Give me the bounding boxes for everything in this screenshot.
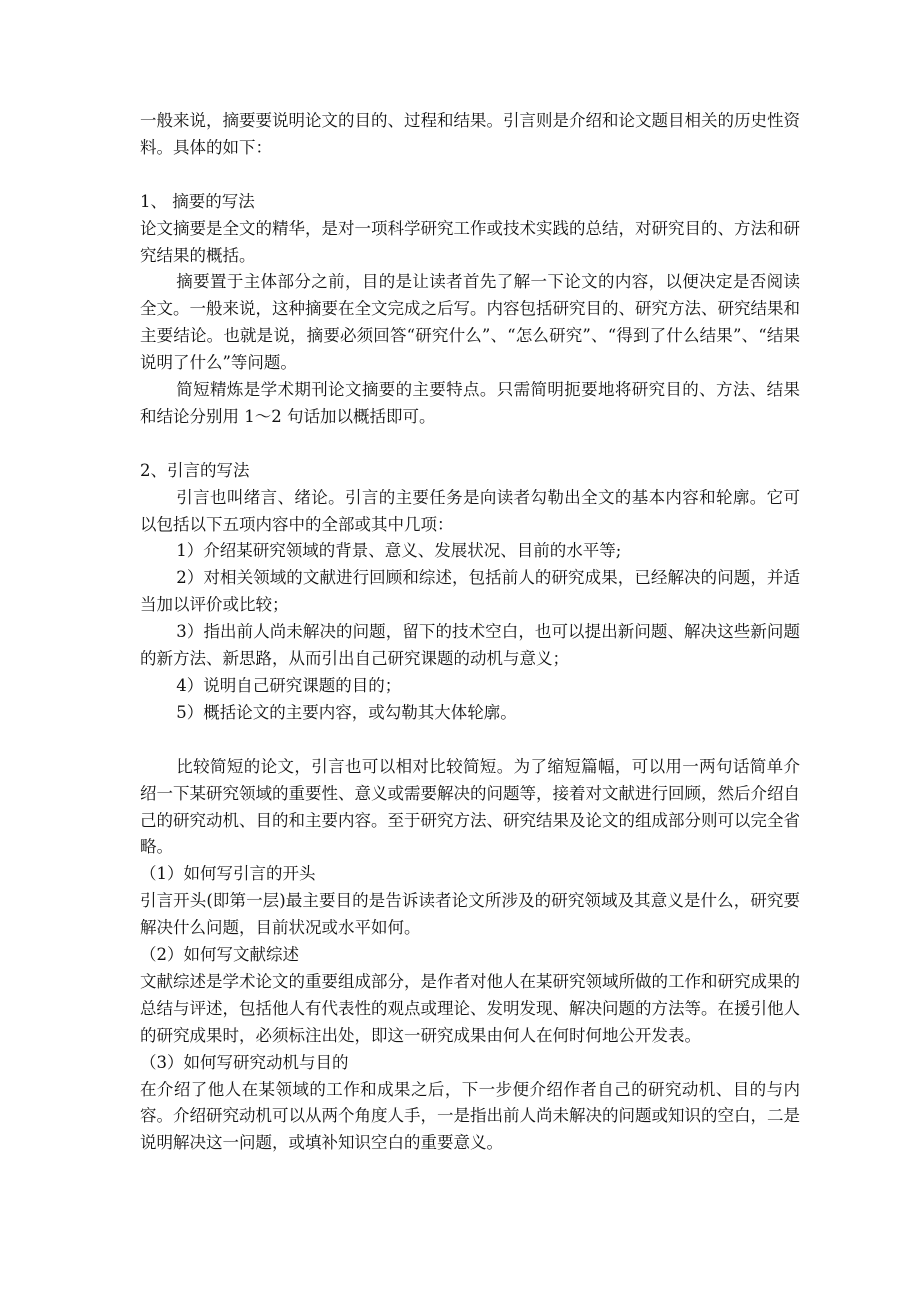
list-item: 1）介绍某研究领域的背景、意义、发展状况、目前的水平等; (176, 541, 622, 561)
abstract-definition: 论文摘要是全文的精华，是对一项科学研究工作或技术实践的总结，对研究目的、方法和研究结果的概括。 (140, 218, 800, 265)
subsection-1-body: 引言开头(即第一层)最主要目的是告诉读者论文所涉及的研究领域及其意义是什么，研究要解决什么问题，目前状况或水平如何。 (140, 891, 800, 938)
subsection-1-title: （1）如何写引言的开头 (140, 864, 316, 884)
section-2-heading: 2、引言的写法 (140, 460, 250, 480)
document-page (140, 108, 800, 1157)
abstract-placement: 摘要置于主体部分之前，目的是让读者首先了解一下论文的内容，以便决定是否阅读全文。一般来说，这种摘要在全文完成之后写。内容包括研究目的、研究方法、研究结果和主要结论。也就是说，摘要必须回答“研究什么”、“怎么研究”、“得到了什么结果”、“结果说明了什么”等问题。 (140, 272, 800, 373)
subsection-2-title: （2）如何写文献综述 (140, 945, 299, 965)
blank-line (140, 431, 800, 458)
subsection-3-body: 在介绍了他人在某领域的工作和成果之后，下一步便介绍作者自己的研究动机、目的与内容。介绍研究动机可以从两个角度人手，一是指出前人尚未解决的问题或知识的空白，二是说明解决这一问题，或填补知识空白的重要意义。 (140, 1079, 800, 1153)
blank-line (140, 727, 800, 754)
list-item: 2）对相关领域的文献进行回顾和综述，包括前人的研究成果，已经解决的问题，并适当加以评价或比较； (140, 568, 800, 615)
blank-line (140, 162, 800, 189)
subsection-3-title: （3）如何写研究动机与目的 (140, 1052, 349, 1072)
list-item: 4）说明自己研究课题的目的； (176, 676, 402, 695)
intro-paragraph: 一般来说，摘要要说明论文的目的、过程和结果。引言则是介绍和论文题目相关的历史性资料。具体的如下： (140, 111, 800, 157)
abstract-features: 简短精炼是学术期刊论文摘要的主要特点。只需简明扼要地将研究目的、方法、结果和结论分别用 1～2 句话加以概括即可。 (140, 380, 800, 426)
subsection-2-body: 文献综述是学术论文的重要组成部分，是作者对他人在某研究领域所做的工作和研究成果的总结与评述，包括他人有代表性的观点或理论、发明发现、解决问题的方法等。在援引他人的研究成果时，必须标注出处，即这一研究成果由何人在何时何地公开发表。 (140, 971, 800, 1045)
list-item: 5）概括论文的主要内容，或勾勒其大体轮廓。 (176, 702, 517, 722)
introduction-lead: 引言也叫绪言、绪论。引言的主要任务是向读者勾勒出全文的基本内容和轮廓。它可以包括以下五项内容中的全部或其中几项： (140, 487, 800, 534)
list-item: 3）指出前人尚未解决的问题，留下的技术空白，也可以提出新问题、解决这些新问题的新方法、新思路，从而引出自己研究课题的动机与意义； (140, 622, 800, 669)
short-paper-paragraph: 比较简短的论文，引言也可以相对比较简短。为了缩短篇幅，可以用一两句话简单介绍一下某研究领域的重要性、意义或需要解决的问题等，接着对文献进行回顾，然后介绍自己的研究动机、目的和主要内容。至于研究方法、研究结果及论文的组成部分则可以完全省略。 (140, 756, 800, 857)
section-1-heading: 1、 摘要的写法 (140, 191, 255, 211)
